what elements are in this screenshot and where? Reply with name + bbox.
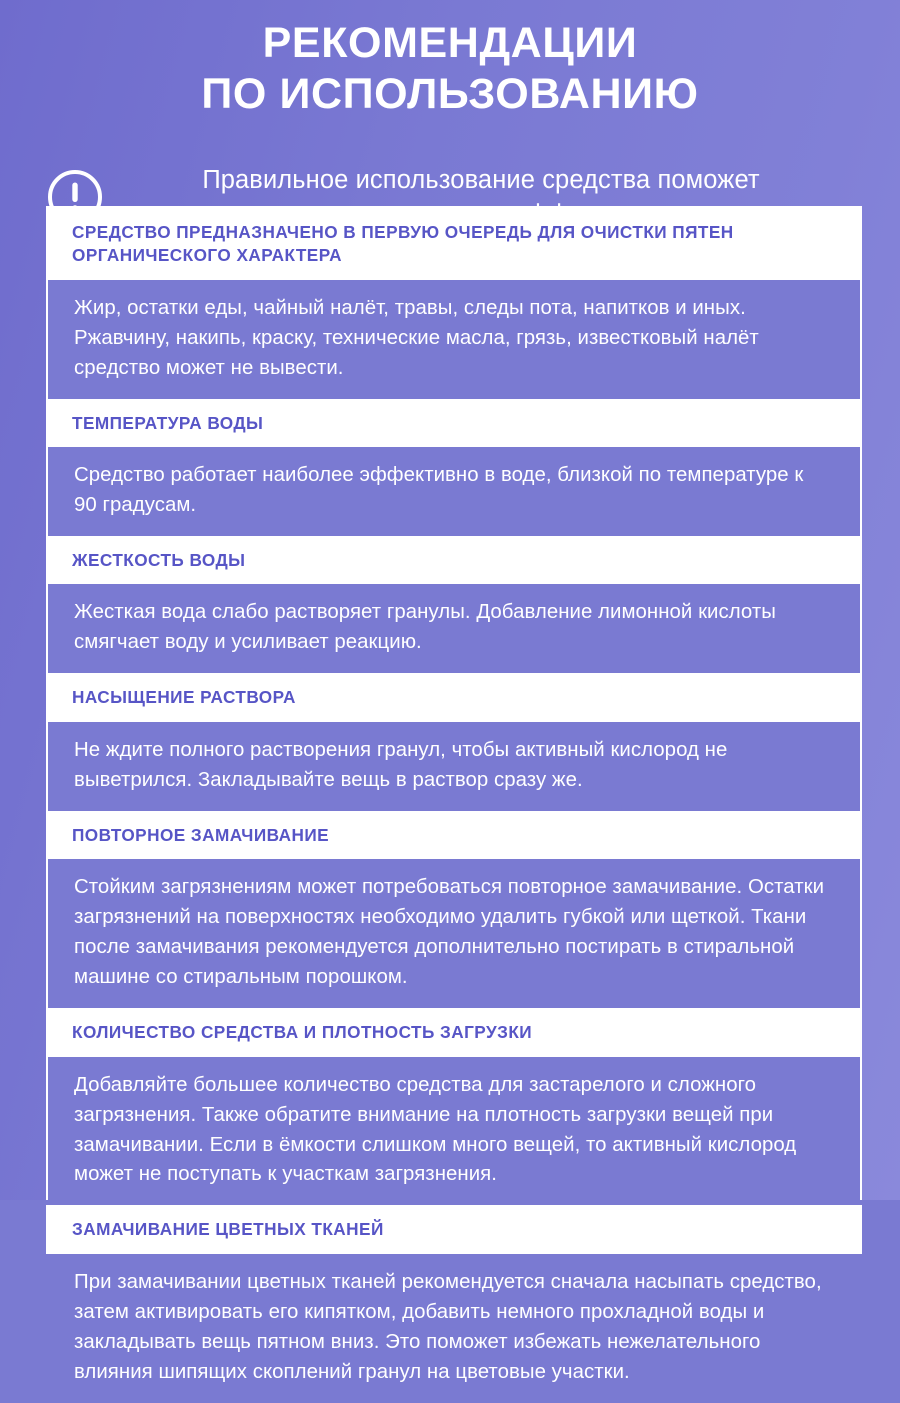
section-body: Жир, остатки еды, чайный налёт, травы, следы пота, напитков и иных. Ржавчину, накипь, краску, технические масла, грязь, известковый налёт средство может не вывести. <box>48 280 860 399</box>
recommendations-card <box>46 206 862 1383</box>
section-repeat-soaking <box>46 811 862 1008</box>
section-solution-saturation <box>46 673 862 810</box>
section-colored-fabrics-soaking <box>46 1205 862 1402</box>
section-organic-stains <box>46 206 862 399</box>
section-heading: НАСЫЩЕНИЕ РАСТВОРА <box>46 673 862 721</box>
section-amount-and-load-density <box>46 1008 862 1205</box>
page-title-line-1: РЕКОМЕНДАЦИИ <box>262 19 638 67</box>
section-heading: СРЕДСТВО ПРЕДНАЗНАЧЕНО В ПЕРВУЮ ОЧЕРЕДЬ ДЛЯ ОЧИСТКИ ПЯТЕН ОРГАНИЧЕСКОГО ХАРАКТЕРА <box>46 206 862 280</box>
page-title-line-2: ПО ИСПОЛЬЗОВАНИЮ <box>201 69 699 118</box>
section-body: Не ждите полного растворения гранул, чтобы активный кислород не выветрился. Закладывайте вещь в раствор сразу же. <box>48 722 860 811</box>
page-title <box>0 18 900 119</box>
section-body: Средство работает наиболее эффективно в воде, близкой по температуре к 90 градусам. <box>48 447 860 536</box>
section-heading: ТЕМПЕРАТУРА ВОДЫ <box>46 399 862 447</box>
section-body: Жесткая вода слабо растворяет гранулы. Добавление лимонной кислоты смягчает воду и усиливает реакцию. <box>48 584 860 673</box>
section-body: Добавляйте большее количество средства для застарелого и сложного загрязнения. Также обратите внимание на плотность загрузки вещей при замачивании. Если в ёмкости слишком много вещей, то активный кислород может не поступать к участкам загрязнения. <box>48 1057 860 1206</box>
section-water-temperature <box>46 399 862 536</box>
section-body: Стойким загрязнениям может потребоваться повторное замачивание. Остатки загрязнений на поверхностях необходимо удалить губкой или щеткой. Ткани после замачивания рекомендуется дополнительно постирать в стиральной машине со стиральным порошком. <box>48 859 860 1008</box>
section-heading: ПОВТОРНОЕ ЗАМАЧИВАНИЕ <box>46 811 862 859</box>
section-body: При замачивании цветных тканей рекомендуется сначала насыпать средство, затем активировать его кипятком, добавить немного прохладной воды и закладывать вещь пятном вниз. Это поможет избежать нежелательного влияния шипящих скоплений гранул на цветовые участки. <box>48 1254 860 1403</box>
subtitle-line-1: Правильное использование средства поможет <box>202 165 760 194</box>
section-heading: ЖЕСТКОСТЬ ВОДЫ <box>46 536 862 584</box>
section-heading: ЗАМАЧИВАНИЕ ЦВЕТНЫХ ТКАНЕЙ <box>46 1205 862 1253</box>
section-water-hardness <box>46 536 862 673</box>
section-heading: КОЛИЧЕСТВО СРЕДСТВА И ПЛОТНОСТЬ ЗАГРУЗКИ <box>46 1008 862 1056</box>
